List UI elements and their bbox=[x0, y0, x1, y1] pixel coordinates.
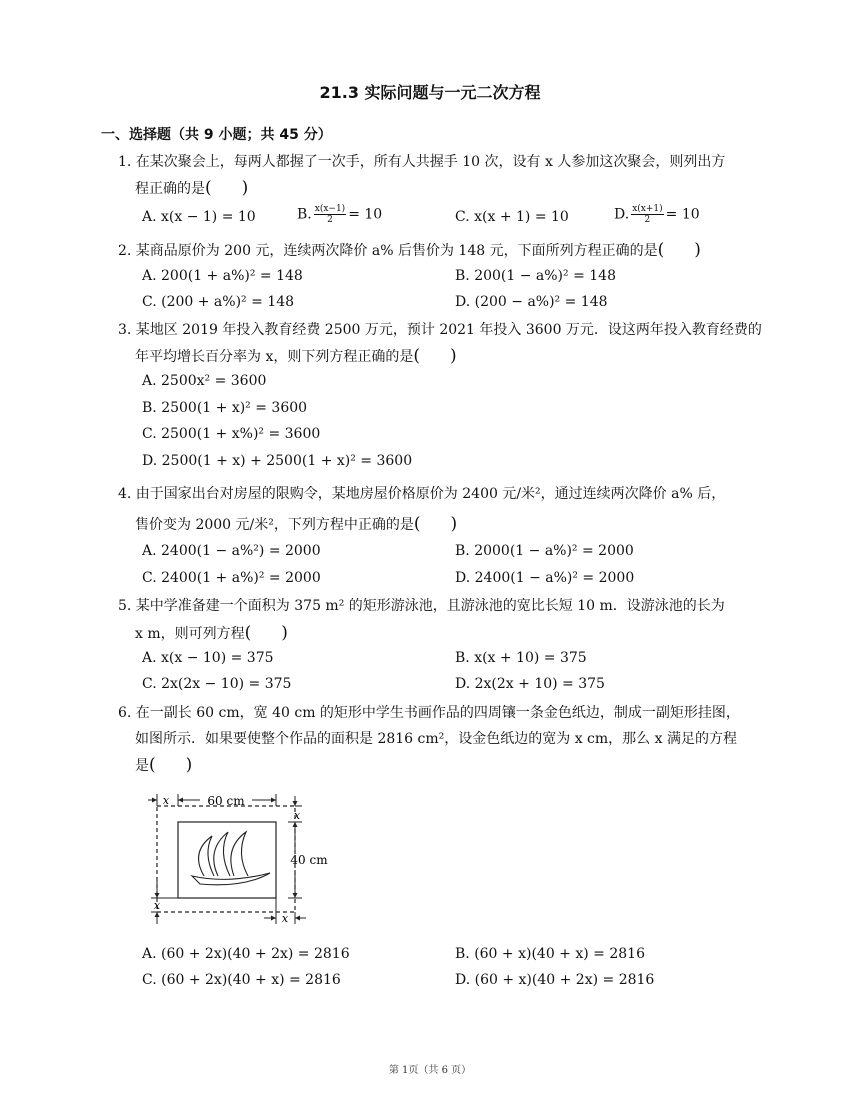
q1-stem-line2 bbox=[135, 178, 248, 199]
q4-option-b: B. 2000(1 − a%)² = 2000 bbox=[455, 543, 634, 559]
frame-diagram bbox=[140, 788, 340, 928]
q3-option-a: A. 2500x² = 3600 bbox=[142, 373, 267, 389]
fraction: $\frac{x(x-1)}{2}$ bbox=[314, 204, 346, 225]
answer-paren: ( ) bbox=[413, 346, 457, 366]
q2-stem: 2. 某商品原价为 200 元，连续两次降价 a% 后售价为 148 元，下面所列方程正确的是( ) bbox=[118, 240, 701, 260]
q5-stem-line2: x m，则可列方程( ) bbox=[135, 623, 288, 643]
q1-option-c: C. x(x + 1) = 10 bbox=[455, 209, 569, 225]
section-heading: 一、选择题（共 9 小题；共 45 分） bbox=[101, 127, 332, 143]
q6-stem-line3: 是( ) bbox=[135, 755, 193, 775]
q6-option-c: C. (60 + 2x)(40 + x) = 2816 bbox=[142, 972, 341, 988]
q4-stem-line1: 4. 由于国家出台对房屋的限购令，某地房屋价格原价为 2400 元/米²，通过连续两次降价 a% 后， bbox=[118, 486, 726, 502]
q5-stem-line1: 5. 某中学准备建一个面积为 375 m² 的矩形游泳池，且游泳池的宽比长短 10 m．设游泳池的长为 bbox=[118, 598, 725, 614]
q2-option-d: D. (200 − a%)² = 148 bbox=[455, 294, 608, 310]
q3-option-d: D. 2500(1 + x) + 2500(1 + x)² = 3600 bbox=[142, 453, 413, 469]
q1-option-d: D. $\frac{x(x+1)}{2}$ = 10 bbox=[614, 204, 700, 225]
q2-option-b: B. 200(1 − a%)² = 148 bbox=[455, 268, 616, 284]
q1-option-a: A. x(x − 1) = 10 bbox=[142, 209, 256, 225]
answer-paren: ( ) bbox=[657, 240, 701, 260]
fig-label-x-top: x bbox=[162, 794, 170, 807]
q4-option-d: D. 2400(1 − a%)² = 2000 bbox=[455, 570, 635, 586]
q3-option-b: B. 2500(1 + x)² = 3600 bbox=[142, 400, 308, 416]
page-title: 21.3 实际问题与一元二次方程 bbox=[319, 83, 541, 102]
answer-paren: ( ) bbox=[149, 755, 193, 775]
q3-option-c: C. 2500(1 + x%)² = 3600 bbox=[142, 426, 321, 442]
q4-stem-line2: 售价变为 2000 元/米²，下列方程中正确的是( ) bbox=[135, 514, 458, 534]
q3-stem-line1: 3. 某地区 2019 年投入教育经费 2500 万元，预计 2021 年投入 3600 万元．设这两年投入教育经费的 bbox=[118, 322, 762, 338]
q5-option-a: A. x(x − 10) = 375 bbox=[142, 650, 274, 666]
q6-stem-line2: 如图所示．如果要使整个作品的面积是 2816 cm²，设金色纸边的宽为 x cm，那么 x 满足的方程 bbox=[135, 731, 737, 747]
q5-option-d: D. 2x(2x + 10) = 375 bbox=[455, 676, 605, 692]
q1-option-b: B. $\frac{x(x-1)}{2}$ = 10 bbox=[297, 204, 383, 225]
sailboat-icon bbox=[192, 832, 270, 885]
fig-label-width: 60 cm bbox=[207, 794, 245, 808]
q2-option-c: C. (200 + a%)² = 148 bbox=[142, 294, 295, 310]
fig-label-x-right: x bbox=[293, 809, 301, 822]
q6-stem-line1: 6. 在一副长 60 cm，宽 40 cm 的矩形中学生书画作品的四周镶一条金色纸边，制成一副矩形挂图， bbox=[118, 705, 740, 721]
fraction: $\frac{x(x+1)}{2}$ bbox=[632, 204, 663, 225]
q6-option-a: A. (60 + 2x)(40 + 2x) = 2816 bbox=[142, 946, 350, 962]
q5-option-c: C. 2x(2x − 10) = 375 bbox=[142, 676, 292, 692]
fig-label-height: 40 cm bbox=[290, 853, 328, 867]
q5-option-b: B. x(x + 10) = 375 bbox=[455, 650, 587, 666]
fig-label-x-bottom: x bbox=[281, 912, 289, 925]
q1-stem-text: 程正确的是 bbox=[135, 181, 205, 197]
answer-paren: ( ) bbox=[413, 514, 458, 534]
q4-option-a: A. 2400(1 − a%²) = 2000 bbox=[142, 543, 321, 559]
q6-option-d: D. (60 + x)(40 + 2x) = 2816 bbox=[455, 972, 655, 988]
fig-label-x-left: x bbox=[153, 899, 161, 912]
q6-option-b: B. (60 + x)(40 + x) = 2816 bbox=[455, 946, 645, 962]
answer-paren: ( ) bbox=[205, 178, 249, 198]
q4-option-c: C. 2400(1 + a%)² = 2000 bbox=[142, 570, 321, 586]
q3-stem-line2: 年平均增长百分率为 x，则下列方程正确的是( ) bbox=[135, 346, 457, 366]
answer-paren: ( ) bbox=[244, 623, 288, 643]
q1-stem-line1: 1. 在某次聚会上，每两人都握了一次手，所有人共握手 10 次，设有 x 人参加这次聚会，则列出方 bbox=[118, 154, 726, 170]
page-footer: 第 1页（共 6 页） bbox=[388, 1065, 472, 1076]
q2-option-a: A. 200(1 + a%)² = 148 bbox=[142, 268, 303, 284]
